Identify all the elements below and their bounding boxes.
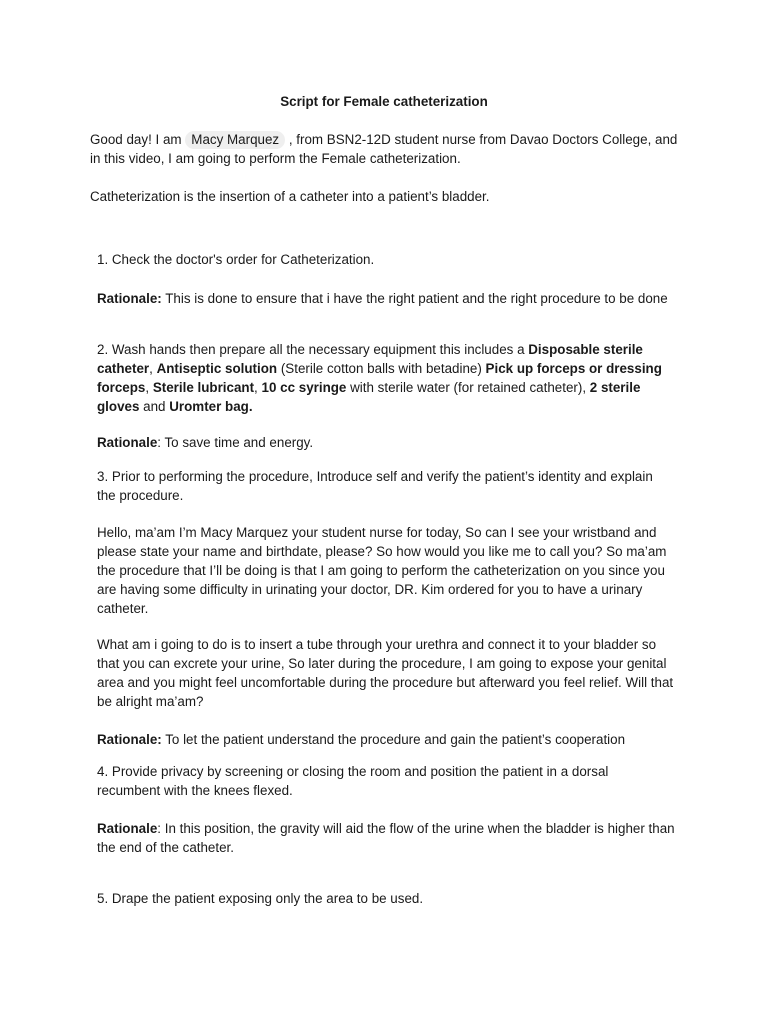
step-3-rationale	[97, 730, 675, 749]
step-5-text: 5. Drape the patient exposing only the area to be used.	[97, 891, 424, 906]
equipment-gloves: 2 sterile gloves	[97, 380, 641, 414]
step-1-rationale	[97, 289, 675, 308]
separator: ,	[254, 380, 258, 395]
rationale-label: Rationale	[97, 435, 158, 450]
rationale-label: Rationale	[97, 821, 158, 836]
step-3-text: 3. Prior to performing the procedure, Introduce self and verify the patient’s identity and explain the procedure.	[97, 469, 653, 503]
equipment-forceps: Pick up forceps or dressing forceps	[97, 361, 662, 395]
separator: ,	[149, 361, 153, 376]
rationale-text: : In this position, the gravity will aid the flow of the urine when the bladder is higher than the end of the catheter.	[97, 821, 675, 855]
equipment-bag: Uromter bag.	[169, 399, 253, 414]
document-title: Script for Female catheterization	[280, 94, 488, 109]
rationale-text: : To save time and energy.	[157, 435, 314, 450]
antiseptic-note: (Sterile cotton balls with betadine)	[280, 361, 482, 376]
step-4-text: 4. Provide privacy by screening or closing the room and position the patient in a dorsal recumbent with the knees flexed.	[97, 764, 609, 798]
step-2-intro: 2. Wash hands then prepare all the necessary equipment this includes a	[97, 342, 525, 357]
step-2-text	[97, 340, 675, 416]
step-4-rationale	[97, 819, 675, 857]
separator: ,	[145, 380, 150, 395]
equipment-catheter: Disposable sterile catheter	[97, 342, 643, 376]
intro-paragraph	[90, 130, 680, 168]
rationale-text: To let the patient understand the procedure and gain the patient’s cooperation	[165, 732, 626, 747]
equipment-syringe: 10 cc syringe	[261, 380, 347, 395]
step-1-text: 1. Check the doctor's order for Catheterization.	[97, 252, 375, 267]
step-2-rationale	[97, 433, 675, 452]
rationale-text: This is done to ensure that i have the right patient and the right procedure to be done	[165, 291, 668, 306]
equipment-lubricant: Sterile lubricant	[152, 380, 255, 395]
greeting-continuation: , from BSN2-12D student nurse from Davao Doctors College, and in this video, I am going to perform the Female catheterization.	[90, 132, 678, 166]
step-3-dialogue-1: Hello, ma’am I’m Macy Marquez your student nurse for today, So can I see your wristband and please state your name and birthdate, please? So how would you like me to call you? So ma’am the procedure that I’ll be doing is that I am going to perform the catheterization on you since you are having some difficulty in urinating your doctor, DR. Kim ordered for you to have a urinary catheter.	[97, 525, 667, 616]
greeting-text: Good day! I am	[90, 132, 182, 147]
conjunction: and	[143, 399, 166, 414]
rationale-label: Rationale:	[97, 732, 162, 747]
syringe-note: with sterile water (for retained catheter),	[350, 380, 587, 395]
definition-paragraph: Catheterization is the insertion of a catheter into a patient’s bladder.	[90, 189, 490, 204]
rationale-label: Rationale:	[97, 291, 162, 306]
step-3-dialogue-2: What am i going to do is to insert a tube through your urethra and connect it to your bladder so that you can excrete your urine, So later during the procedure, I am going to expose your genital area and you might feel uncomfortable during the procedure but afterward you feel relief. Will that be alright ma’am?	[97, 637, 674, 709]
equipment-antiseptic: Antiseptic solution	[156, 361, 278, 376]
name-chip[interactable]: Macy Marquez	[185, 131, 285, 149]
